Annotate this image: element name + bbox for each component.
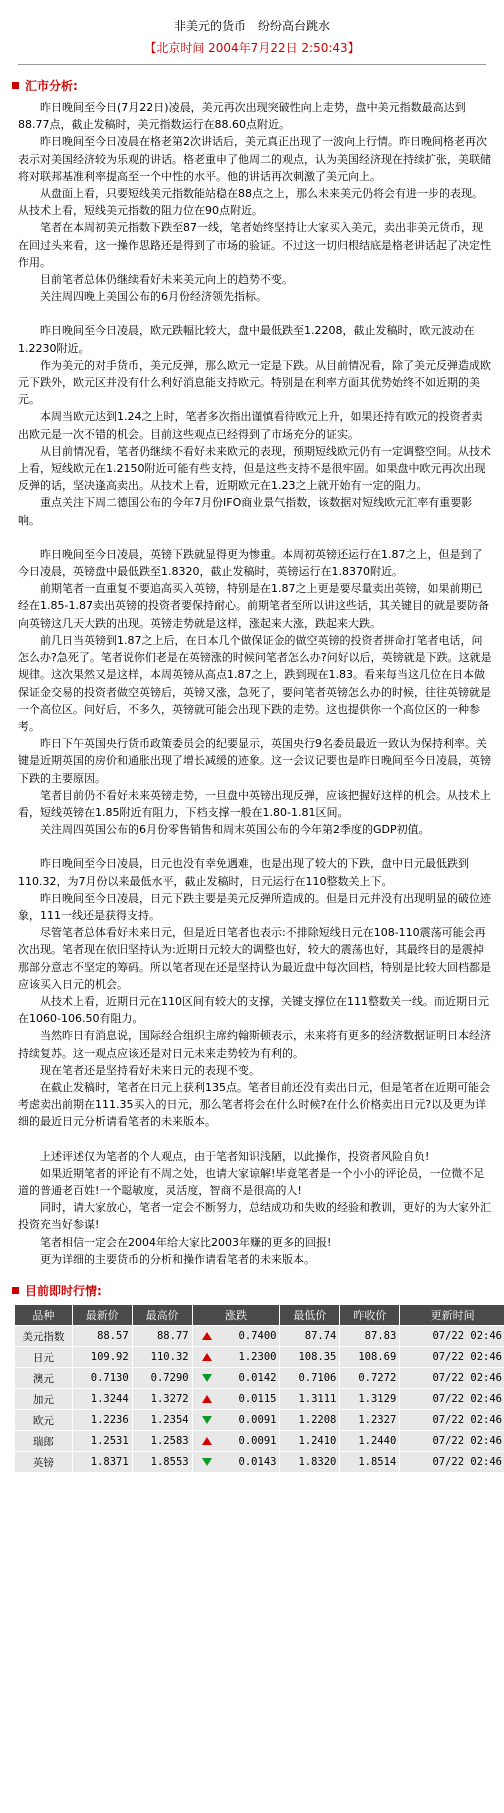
column-header: 更新时间	[400, 1305, 504, 1326]
article-paragraph: 从目前情况看，笔者仍继续不看好未来欧元的表现，预期短线欧元仍有一定调整空间。从技术上看，短线欧元在1.2150附近可能有些支持，但是这些支持不是很牢固。如果盘中欧元再次出现反弹的话，坚决逢高卖出。从技术上看，近期欧元在1.23之上就开始有一定的阻力。	[18, 444, 491, 493]
cell-time: 07/22 02:46	[400, 1389, 504, 1410]
article-paragraph: 作为美元的对手货币，美元反弹，那么欧元一定是下跌。从目前情况看，除了美元反弹造成欧元下跌外，欧元区并没有什么利好消息能支持欧元。特别是在利率方面其优势始终不如近期的美元。	[18, 358, 491, 407]
arrow-up-icon	[202, 1437, 212, 1445]
article-paragraph: 目前笔者总体仍继续看好未来美元向上的趋势不变。	[40, 273, 293, 287]
cell-high: 1.2583	[132, 1431, 192, 1452]
table-row	[15, 1389, 504, 1410]
article-paragraph: 重点关注下周二德国公布的今年7月份IFO商业景气指数，该数据对短线欧元汇率有重要影响。	[18, 496, 473, 527]
cell-last: 1.2531	[72, 1431, 132, 1452]
cell-change-wrap	[192, 1410, 280, 1431]
cell-prev: 1.2440	[340, 1431, 400, 1452]
cell-high: 1.8553	[132, 1452, 192, 1473]
analysis-heading	[12, 77, 496, 93]
cell-change: 0.0091	[238, 1414, 277, 1426]
cell-name: 瑞郎	[15, 1431, 73, 1452]
column-header: 最高价	[132, 1305, 192, 1326]
headline: 非美元的货币 纷纷高台跳水	[173, 19, 330, 33]
quotes-heading	[12, 1282, 496, 1298]
cell-low: 1.3111	[280, 1389, 340, 1410]
cell-low: 1.2410	[280, 1431, 340, 1452]
article-paragraph: 尽管笔者总体看好未来日元，但是近日笔者也表示:不排除短线日元在108-110震荡可能会再次出现。笔者现在依旧坚持认为:近期日元较大的调整也好，较大的震荡也好，其最终目的是震掉那部分意志不坚定的筹码。所以笔者现在还是坚持认为最近盘中每次回档，特别是比较大回档都是应该买入日元的机会。	[18, 926, 491, 991]
cell-change-wrap	[192, 1368, 280, 1389]
cell-time: 07/22 02:46	[400, 1347, 504, 1368]
article-paragraph: 笔者在本周初美元指数下跌至87一线，笔者始终坚持让大家买入美元，卖出非美元货币，现在回过头来看，这一操作思路还是得到了市场的验证。不过这一切归根结底是格老讲话起了决定性作用。	[18, 221, 491, 269]
cell-low: 1.2208	[280, 1410, 340, 1431]
cell-time: 07/22 02:46	[400, 1368, 504, 1389]
cell-name: 加元	[15, 1389, 73, 1410]
divider	[18, 64, 486, 65]
article-paragraph: 前期笔者一直重复不要追高买入英镑，特别是在1.87之上更是要尽量卖出英镑，如果前期已经在1.85-1.87卖出英镑的投资者要保持耐心。前期笔者至所以讲这些话，其关键目的就是要防备向英镑这几天大跌的出现。英镑走势就是这样，涨起来大涨，跌起来大跌。	[18, 582, 489, 630]
cell-last: 88.57	[72, 1326, 132, 1347]
table-row	[15, 1452, 504, 1473]
column-header: 最新价	[72, 1305, 132, 1326]
article-paragraph: 笔者相信一定会在2004年给大家比2003年赚的更多的回报!	[40, 1235, 332, 1249]
cell-change: 0.0115	[238, 1393, 277, 1405]
cell-change-wrap	[192, 1452, 280, 1473]
cell-name: 欧元	[15, 1410, 73, 1431]
article-paragraph: 昨日晚间至今日凌晨在格老第2次讲话后，美元真正出现了一波向上行情。昨日晚间格老再次表示对美国经济较为乐观的讲话。格老重申了他周二的观点，认为美国经济现在持续扩张，美联储将对联邦基准利率提高至一个中性的水平。他的讲话再次刺激了美元向上。	[18, 135, 491, 183]
cell-time: 07/22 02:46	[400, 1452, 504, 1473]
cell-prev: 87.83	[340, 1326, 400, 1347]
cell-high: 1.2354	[132, 1410, 192, 1431]
cell-high: 110.32	[132, 1347, 192, 1368]
quotes-table	[14, 1304, 504, 1473]
article-paragraph: 昨日晚间至今日凌晨，日元也没有幸免遇难，也是出现了较大的下跌，盘中日元最低跌到110.32，为7月份以来最低水平，截止发稿时，日元运行在110整数关上下。	[18, 857, 469, 888]
article-paragraph: 更为详细的主要货币的分析和操作请看笔者的未来版本。	[40, 1252, 315, 1266]
article-paragraph: 从技术上看，近期日元在110区间有较大的支撑，关键支撑位在111整数关一线。而近期日元在1060-106.50有阻力。	[18, 994, 489, 1026]
article-paragraph: 现在笔者还是坚持看好未来日元的表现不变。	[40, 1063, 260, 1077]
table-header-row	[15, 1305, 504, 1326]
cell-prev: 1.8514	[340, 1452, 400, 1473]
table-row	[15, 1368, 504, 1389]
cell-prev: 1.2327	[340, 1410, 400, 1431]
article-paragraph: 昨日晚间至今日(7月22日)凌晨，美元再次出现突破性向上走势，盘中美元指数最高达到88.77点，截止发稿时，美元指数运行在88.60点附近。	[18, 101, 466, 132]
column-header: 最低价	[280, 1305, 340, 1326]
bullet-icon	[12, 82, 19, 89]
article-paragraph: 当然昨日有消息说，国际经合组织主席约翰斯顿表示，未来将有更多的经济数据证明日本经济持续复苏。这一观点应该还是对日元未来走势较为有利的。	[18, 1029, 491, 1060]
cell-name: 澳元	[15, 1368, 73, 1389]
arrow-up-icon	[202, 1332, 212, 1340]
article-paragraph: 昨日晚间至今日凌晨，英镑下跌就显得更为惨重。本周初英镑还运行在1.87之上，但是到了今日凌晨，英镑盘中最低跌至1.8320，截止发稿时，英镑运行在1.8370附近。	[18, 547, 483, 579]
cell-time: 07/22 02:46	[400, 1326, 504, 1347]
arrow-down-icon	[202, 1458, 212, 1466]
bullet-icon	[12, 1287, 19, 1294]
analysis-title: 汇市分析:	[25, 78, 78, 93]
cell-prev: 108.69	[340, 1347, 400, 1368]
paragraph-gap	[18, 305, 492, 322]
cell-low: 0.7106	[280, 1368, 340, 1389]
cell-low: 87.74	[280, 1326, 340, 1347]
paragraph-gap	[18, 529, 492, 546]
article-paragraph: 从盘面上看，只要短线美元指数能站稳在88点之上，那么未来美元仍将会有进一步的表现。从技术上看，短线美元指数的阻力位在90点附近。	[18, 187, 483, 218]
cell-change: 1.2300	[238, 1351, 277, 1363]
cell-low: 1.8320	[280, 1452, 340, 1473]
table-body	[15, 1326, 504, 1473]
article-paragraph: 前几日当英镑到1.87之上后，在日本几个做保证金的做空英镑的投资者拼命打笔者电话，问怎么办?急死了。笔者说你们老是在英镑涨的时候问笔者怎么办?问好以后，英镑就是下跌。这就是规律。这次果然又是这样，本周英镑从高点1.87之上，跌到现在1.83。看来每当这几位在日本做保证金交易的投资者做空英镑后，英镑又涨，急死了，要问笔者英镑怎么办的时候，往往英镑就是一个高位区。问好后，不多久，英镑就可能会出现下跌的走势。这也提供你一个高位区的一种参考。	[18, 633, 492, 733]
cell-high: 1.3272	[132, 1389, 192, 1410]
cell-change: 0.0143	[238, 1456, 277, 1468]
article-paragraph: 上述评述仅为笔者的个人观点，由于笔者知识浅陋，以此操作，投资者风险自负!	[40, 1149, 430, 1163]
cell-change-wrap	[192, 1326, 280, 1347]
article-paragraph: 笔者目前仍不看好未来英镑走势，一旦盘中英镑出现反弹，应该把握好这样的机会。从技术上看，短线英镑在1.85附近有阻力，下档支撑一般在1.80-1.81区间。	[18, 788, 491, 819]
cell-prev: 0.7272	[340, 1368, 400, 1389]
cell-name: 英镑	[15, 1452, 73, 1473]
article-paragraph: 在截止发稿时，笔者在日元上获利135点。笔者目前还没有卖出日元，但是笔者在近期可能会考虑卖出前期在111.35买入的日元，那么笔者将会在什么时候?在什么价格卖出日元?以及更为详细的最近日元分析请看笔者的未来版本。	[18, 1080, 490, 1129]
cell-prev: 1.3129	[340, 1389, 400, 1410]
cell-change: 0.7400	[238, 1330, 277, 1342]
quotes-title: 目前即时行情:	[25, 1283, 102, 1298]
arrow-down-icon	[202, 1416, 212, 1424]
cell-name: 美元指数	[15, 1326, 73, 1347]
table-row	[15, 1431, 504, 1452]
table-row	[15, 1347, 504, 1368]
arrow-up-icon	[202, 1395, 212, 1403]
article-paragraph: 关注周四英国公布的6月份零售销售和周末英国公布的今年第2季度的GDP初值。	[40, 823, 430, 837]
article-paragraph: 昨日晚间至今日凌晨，欧元跌幅比较大，盘中最低跌至1.2208，截止发稿时，欧元波动在1.2230附近。	[18, 324, 475, 355]
article-paragraph: 如果近期笔者的评论有不周之处，也请大家谅解!毕竟笔者是一个小小的评论员，一位微不足道的普通老百姓!一个聪敏度，灵活度，智商不是很高的人!	[18, 1166, 485, 1197]
cell-last: 0.7130	[72, 1368, 132, 1389]
cell-last: 1.8371	[72, 1452, 132, 1473]
table-row	[15, 1326, 504, 1347]
article-paragraph: 同时，请大家放心，笔者一定会不断努力，总结成功和失败的经验和教训，更好的为大家外汇投资充当好参谋!	[18, 1201, 491, 1232]
article-paragraph: 昨日晚间至今日凌晨，日元下跌主要是美元反弹所造成的。但是日元并没有出现明显的破位迹象，111一线还是获得支持。	[18, 891, 491, 922]
column-header: 涨跌	[192, 1305, 280, 1326]
article-paragraph: 本周当欧元达到1.24之上时，笔者多次指出谨慎看待欧元上升，如果还持有欧元的投资者卖出欧元是一次不错的机会。目前这些观点已经得到了市场充分的证实。	[18, 410, 483, 441]
cell-change-wrap	[192, 1431, 280, 1452]
cell-change-wrap	[192, 1389, 280, 1410]
paragraph-gap	[18, 1131, 492, 1148]
article-paragraph: 昨日下午英国央行货币政策委员会的纪要显示，英国央行9名委员最近一致认为保持利率。关键是近期英国的房价和通胀出现了增长减缓的迹象。这一会议记要也是昨日晚间至今日凌晨，英镑下跌的主要原因。	[18, 737, 491, 785]
cell-last: 1.3244	[72, 1389, 132, 1410]
column-header: 品种	[15, 1305, 73, 1326]
cell-last: 1.2236	[72, 1410, 132, 1431]
cell-name: 日元	[15, 1347, 73, 1368]
timestamp: 【北京时间 2004年7月22日 2:50:43】	[144, 41, 360, 55]
arrow-up-icon	[202, 1353, 212, 1361]
cell-last: 109.92	[72, 1347, 132, 1368]
page-title	[0, 18, 504, 34]
cell-time: 07/22 02:46	[400, 1410, 504, 1431]
quotes-section	[8, 1282, 502, 1473]
table-row	[15, 1410, 504, 1431]
cell-low: 108.35	[280, 1347, 340, 1368]
cell-change-wrap	[192, 1347, 280, 1368]
cell-time: 07/22 02:46	[400, 1431, 504, 1452]
cell-change: 0.0142	[238, 1372, 277, 1384]
column-header: 昨收价	[340, 1305, 400, 1326]
analysis-section	[8, 77, 496, 1268]
cell-high: 0.7290	[132, 1368, 192, 1389]
cell-change: 0.0091	[238, 1435, 277, 1447]
arrow-down-icon	[202, 1374, 212, 1382]
paragraph-gap	[18, 838, 492, 855]
cell-high: 88.77	[132, 1326, 192, 1347]
article-paragraph: 关注周四晚上美国公布的6月份经济领先指标。	[40, 290, 267, 304]
article-body	[18, 99, 492, 1268]
